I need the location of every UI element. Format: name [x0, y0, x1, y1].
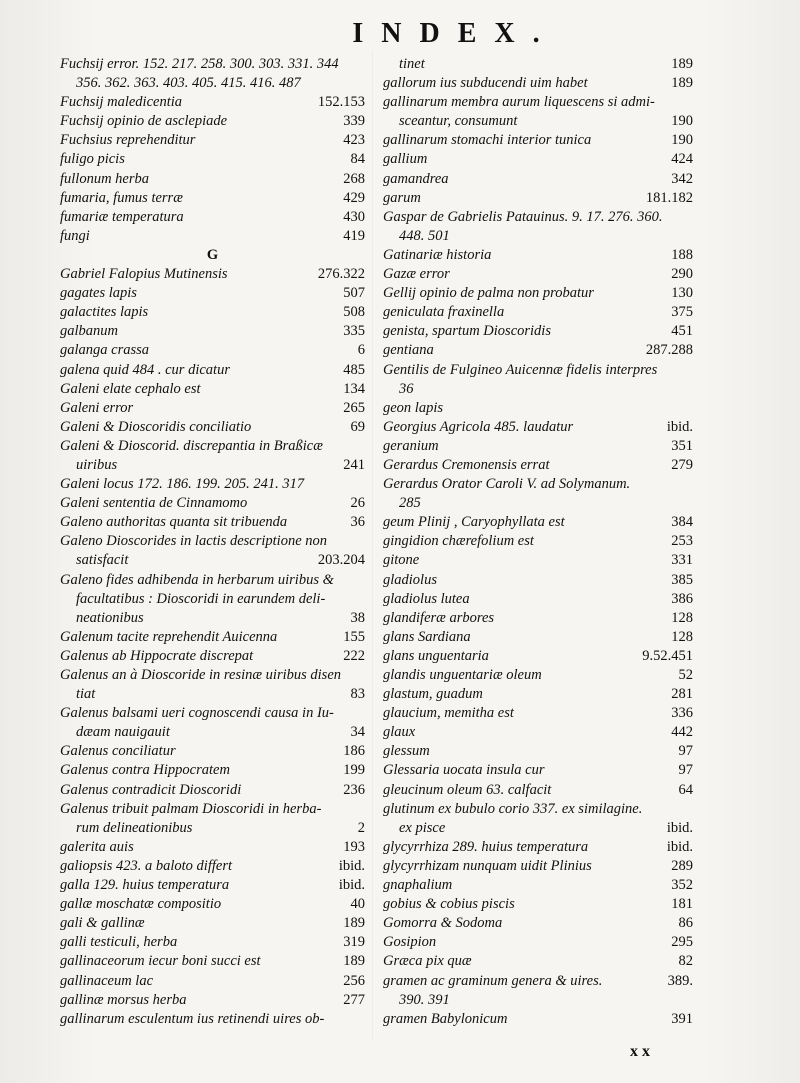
- index-entry: [383, 189, 693, 208]
- entry-text: tiat: [76, 686, 96, 703]
- entry-text: gallinarum esculentum ius retinendi uires ob-: [60, 1010, 325, 1027]
- index-entry: [60, 208, 365, 227]
- index-entry: [60, 972, 365, 991]
- index-entry: [60, 475, 365, 494]
- entry-text: 448. 501: [399, 227, 450, 244]
- entry-page-number: 69: [350, 418, 365, 435]
- index-entry: [383, 972, 693, 991]
- index-entry: [383, 150, 693, 169]
- index-entry: [383, 551, 693, 570]
- entry-page-number: 277: [343, 991, 365, 1008]
- entry-text: Galenus an à Dioscoride in resinæ uiribus disen: [60, 667, 342, 683]
- entry-page-number: 241: [343, 456, 365, 473]
- entry-page-number: ibid.: [666, 819, 693, 836]
- entry-text: gallæ moschatæ compositio: [60, 896, 222, 913]
- entry-page-number: 189: [343, 953, 365, 970]
- index-entry: [60, 819, 365, 838]
- index-entry: [383, 609, 693, 628]
- index-entry: [60, 723, 365, 742]
- index-entry: [383, 666, 693, 685]
- entry-text: gallinarum stomachi interior tunica: [383, 132, 592, 149]
- entry-page-number: 6: [357, 342, 365, 359]
- entry-page-number: 384: [671, 514, 693, 531]
- index-entry: [60, 571, 365, 590]
- entry-text: Gosipion: [383, 934, 437, 951]
- index-entry: [60, 914, 365, 933]
- entry-page-number: 155: [343, 628, 365, 645]
- entry-page-number: 34: [350, 724, 365, 741]
- entry-text: glastum, guadum: [383, 686, 483, 703]
- entry-text: galanga crassa: [60, 342, 150, 359]
- index-entry: [60, 341, 365, 360]
- entry-text: Galenus ab Hippocrate discrepat: [60, 647, 254, 664]
- entry-text: Gerardus Cremonensis errat: [383, 456, 550, 473]
- index-entry: [60, 800, 365, 819]
- entry-page-number: 181: [671, 896, 693, 913]
- index-entry: [60, 494, 365, 513]
- entry-text: gladiolus: [383, 571, 437, 588]
- entry-text: glycyrrhizam nunquam uidit Plinius: [383, 857, 592, 874]
- entry-page-number: ibid.: [338, 857, 365, 874]
- entry-page-number: 38: [350, 609, 365, 626]
- index-entry: [383, 857, 693, 876]
- entry-text: G: [206, 246, 219, 263]
- index-entry: [383, 991, 693, 1010]
- entry-text: gallinæ morsus herba: [60, 991, 187, 1008]
- index-entry: [60, 551, 365, 570]
- index-entry: [60, 933, 365, 952]
- index-entry: [60, 952, 365, 971]
- entry-text: gamandrea: [383, 170, 449, 187]
- index-entry: [383, 742, 693, 761]
- index-entry: [60, 991, 365, 1010]
- entry-text: galli testiculi, herba: [60, 934, 178, 951]
- index-entry: [383, 131, 693, 150]
- page-header: INDEX.: [352, 18, 558, 49]
- entry-page-number: 236: [343, 781, 365, 798]
- index-entry: [60, 265, 365, 284]
- entry-page-number: 342: [671, 170, 693, 187]
- entry-page-number: ibid.: [666, 418, 693, 435]
- entry-text: neationibus: [76, 609, 144, 626]
- entry-text: gallinaceorum iecur boni succi est: [60, 953, 261, 970]
- entry-text: galerita auis: [60, 838, 134, 855]
- entry-page-number: 152.153: [317, 94, 365, 111]
- entry-text: fullonum herba: [60, 170, 150, 187]
- entry-text: gagates lapis: [60, 285, 137, 302]
- entry-text: gitone: [383, 552, 420, 569]
- entry-text: galactites lapis: [60, 304, 149, 321]
- entry-text: fumariæ temperatura: [60, 208, 184, 225]
- entry-text: gentiana: [383, 342, 434, 359]
- entry-text: gladiolus lutea: [383, 590, 470, 607]
- index-entry: [60, 704, 365, 723]
- entry-text: glandis unguentariæ oleum: [383, 667, 542, 683]
- entry-page-number: 188: [671, 246, 693, 263]
- entry-page-number: 295: [671, 934, 693, 951]
- entry-text: gramen Babylonicum: [383, 1010, 508, 1027]
- entry-page-number: 222: [343, 647, 365, 664]
- index-entry: [60, 112, 365, 131]
- entry-text: Galeno fides adhibenda in herbarum uiribus &: [60, 571, 334, 588]
- index-entry: [60, 761, 365, 780]
- entry-page-number: 485: [343, 361, 365, 378]
- entry-text: Gentilis de Fulgineo Auicennæ fidelis interpres: [383, 361, 658, 378]
- entry-text: Galenum tacite reprehendit Auicenna: [60, 628, 278, 645]
- entry-text: ex pisce: [399, 819, 446, 836]
- entry-text: genista, spartum Dioscoridis: [383, 323, 551, 340]
- entry-page-number: 26: [350, 495, 365, 512]
- entry-text: facultatibus : Dioscoridi in earundem deli-: [76, 590, 326, 607]
- entry-page-number: ibid.: [338, 877, 365, 894]
- index-entry: [383, 590, 693, 609]
- entry-text: Galenus contra Hippocratem: [60, 762, 230, 779]
- entry-text: Galeni elate cephalo est: [60, 380, 201, 397]
- entry-text: geon lapis: [383, 399, 444, 416]
- entry-page-number: 352: [671, 877, 693, 894]
- entry-page-number: 389.: [667, 972, 693, 989]
- entry-text: galena quid 484 . cur dicatur: [60, 361, 230, 378]
- entry-text: Georgius Agricola 485. laudatur: [383, 418, 574, 435]
- entry-page-number: 279: [671, 456, 693, 473]
- entry-text: Fuchsius reprehenditur: [60, 132, 196, 149]
- entry-page-number: 97: [678, 762, 693, 779]
- entry-page-number: 190: [671, 132, 693, 149]
- entry-text: galbanum: [60, 323, 118, 340]
- index-entry: [383, 800, 693, 819]
- entry-text: Galenus conciliatur: [60, 743, 176, 760]
- entry-text: Galenus contradicit Dioscoridi: [60, 781, 242, 798]
- index-entry: [60, 647, 365, 666]
- index-entry: [60, 55, 365, 74]
- entry-text: Gaspar de Gabrielis Patauinus. 9. 17. 276. 360.: [383, 208, 663, 225]
- entry-text: geniculata fraxinella: [383, 304, 505, 321]
- index-entry: [60, 742, 365, 761]
- index-entry: [60, 150, 365, 169]
- index-entry: [60, 609, 365, 628]
- entry-text: Galeni & Dioscorid. discrepantia in Braßicæ: [60, 437, 323, 454]
- index-entry: [60, 781, 365, 800]
- entry-text: Gomorra & Sodoma: [383, 915, 503, 932]
- index-entry: [60, 399, 365, 418]
- entry-text: gallorum ius subducendi uim habet: [383, 75, 588, 92]
- index-entry: [383, 494, 693, 513]
- index-entry: [60, 227, 365, 246]
- index-entry: [383, 647, 693, 666]
- index-entry: [60, 666, 365, 685]
- entry-page-number: 128: [671, 628, 693, 645]
- entry-text: 390. 391: [399, 991, 450, 1008]
- entry-text: gingidion chærefolium est: [383, 533, 534, 550]
- entry-text: Galeni error: [60, 399, 134, 416]
- index-entry: [60, 170, 365, 189]
- entry-page-number: 386: [671, 590, 693, 607]
- entry-text: gramen ac graminum genera & uires.: [383, 972, 603, 989]
- entry-page-number: 130: [671, 285, 693, 302]
- entry-text: Galenus tribuit palmam Dioscoridi in herba-: [60, 800, 322, 817]
- entry-text: gobius & cobius piscis: [383, 896, 515, 913]
- entry-page-number: 423: [343, 132, 365, 149]
- entry-text: Gabriel Falopius Mutinensis: [60, 266, 228, 283]
- entry-text: fungi: [60, 227, 90, 244]
- entry-text: sceantur, consumunt: [399, 113, 518, 130]
- entry-page-number: 287.288: [645, 342, 693, 359]
- entry-text: Gazæ error: [383, 266, 450, 283]
- index-entry: [60, 628, 365, 647]
- entry-text: glans Sardiana: [383, 628, 471, 645]
- index-entry: [383, 876, 693, 895]
- entry-page-number: 189: [343, 915, 365, 932]
- entry-page-number: 128: [671, 609, 693, 626]
- entry-page-number: 319: [343, 934, 365, 951]
- entry-page-number: 193: [343, 838, 365, 855]
- entry-page-number: 52: [678, 667, 693, 683]
- entry-page-number: ibid.: [666, 838, 693, 855]
- entry-page-number: 507: [343, 285, 365, 302]
- entry-text: Fuchsij error. 152. 217. 258. 300. 303. 331. 344: [60, 56, 339, 72]
- entry-page-number: 419: [343, 227, 365, 244]
- entry-text: gali & gallinæ: [60, 915, 145, 932]
- entry-page-number: 64: [678, 781, 693, 798]
- entry-text: Galeni sententia de Cinnamomo: [60, 495, 248, 512]
- index-entry: [60, 303, 365, 322]
- entry-text: Gellij opinio de palma non probatur: [383, 285, 594, 302]
- entry-page-number: 276.322: [317, 266, 365, 283]
- index-entry: [383, 227, 693, 246]
- entry-page-number: 375: [671, 304, 693, 321]
- index-entry: [383, 933, 693, 952]
- index-entry: [383, 322, 693, 341]
- index-entry: [383, 418, 693, 437]
- entry-page-number: 189: [671, 75, 693, 92]
- entry-page-number: 442: [671, 724, 693, 741]
- entry-text: Galeno Dioscorides in lactis descriptione non: [60, 533, 328, 550]
- entry-page-number: 82: [678, 953, 693, 970]
- entry-text: fuligo picis: [60, 151, 125, 168]
- entry-text: gleucinum oleum 63. calfacit: [383, 781, 552, 798]
- entry-text: glandiferæ arbores: [383, 609, 495, 626]
- index-entry: [383, 361, 693, 380]
- entry-page-number: 83: [350, 686, 365, 703]
- index-entry: [60, 513, 365, 532]
- entry-text: gallinarum membra aurum liquescens si admi-: [383, 94, 655, 111]
- entry-page-number: 181.182: [645, 189, 693, 206]
- entry-text: glaux: [383, 724, 416, 741]
- index-entry: [383, 265, 693, 284]
- index-entry: [383, 1010, 693, 1029]
- entry-text: Galeno authoritas quanta sit tribuenda: [60, 514, 288, 531]
- index-entry: [383, 895, 693, 914]
- entry-page-number: 429: [343, 189, 365, 206]
- index-entry: [383, 208, 693, 227]
- index-entry: [60, 284, 365, 303]
- entry-text: glans unguentaria: [383, 647, 489, 664]
- index-entry: [383, 914, 693, 933]
- index-entry: [60, 1010, 365, 1029]
- index-entry: [60, 590, 365, 609]
- entry-page-number: 281: [671, 686, 693, 703]
- index-entry: [383, 628, 693, 647]
- index-entry: [383, 819, 693, 838]
- entry-page-number: 186: [343, 743, 365, 760]
- index-entry: [60, 857, 365, 876]
- index-entry: [383, 781, 693, 800]
- entry-text: glaucium, memitha est: [383, 705, 514, 722]
- index-entry: [383, 532, 693, 551]
- entry-page-number: 199: [343, 762, 365, 779]
- entry-page-number: 385: [671, 571, 693, 588]
- index-entry: [383, 475, 693, 494]
- index-entry: [60, 456, 365, 475]
- index-entry: [383, 93, 693, 112]
- index-entry: [60, 380, 365, 399]
- entry-text: Græca pix quæ: [383, 953, 472, 970]
- index-entry: [383, 952, 693, 971]
- entry-page-number: 40: [350, 896, 365, 913]
- right-column: [383, 55, 693, 1029]
- entry-page-number: 335: [343, 323, 365, 340]
- index-entry: [383, 303, 693, 322]
- index-entry: [383, 74, 693, 93]
- index-entry: [383, 838, 693, 857]
- entry-page-number: 290: [671, 266, 693, 283]
- entry-page-number: 134: [343, 380, 365, 397]
- entry-text: Glessaria uocata insula cur: [383, 762, 545, 779]
- entry-page-number: 256: [343, 972, 365, 989]
- entry-page-number: 331: [671, 552, 693, 569]
- entry-text: glycyrrhiza 289. huius temperatura: [383, 838, 589, 855]
- index-entry: [383, 704, 693, 723]
- entry-text: 36: [399, 380, 414, 397]
- index-entry: [60, 189, 365, 208]
- entry-text: satisfacit: [76, 552, 129, 569]
- entry-text: Galeni locus 172. 186. 199. 205. 241. 317: [60, 476, 305, 493]
- index-entry: [60, 895, 365, 914]
- index-entry: [60, 361, 365, 380]
- entry-text: Gerardus Orator Caroli V. ad Solymanum.: [383, 476, 631, 493]
- entry-text: 356. 362. 363. 403. 405. 415. 416. 487: [76, 75, 301, 92]
- entry-page-number: 391: [671, 1010, 693, 1027]
- index-entry: [383, 170, 693, 189]
- entry-page-number: 203.204: [317, 552, 365, 569]
- entry-page-number: 424: [671, 151, 693, 168]
- entry-text: 285: [399, 495, 421, 512]
- entry-page-number: 36: [350, 514, 365, 531]
- index-entry: [60, 838, 365, 857]
- index-entry: [60, 685, 365, 704]
- entry-text: geranium: [383, 437, 439, 454]
- entry-page-number: 97: [678, 743, 693, 760]
- gutter: [372, 50, 373, 1040]
- entry-text: gallinaceum lac: [60, 972, 154, 989]
- index-entry: [383, 246, 693, 265]
- entry-text: galla 129. huius temperatura: [60, 877, 230, 894]
- entry-text: tinet: [399, 56, 425, 72]
- index-entry: [383, 341, 693, 360]
- entry-page-number: 339: [343, 113, 365, 130]
- entry-text: garum: [383, 189, 421, 206]
- entry-text: Fuchsij opinio de asclepiade: [60, 113, 228, 130]
- entry-text: uiribus: [76, 456, 118, 473]
- index-entry: [383, 456, 693, 475]
- entry-page-number: 189: [671, 56, 693, 72]
- index-entry: [383, 513, 693, 532]
- entry-page-number: 2: [357, 819, 365, 836]
- index-entry: [60, 437, 365, 456]
- entry-text: dæam nauigauit: [76, 724, 170, 741]
- index-entry: [60, 532, 365, 551]
- entry-page-number: 508: [343, 304, 365, 321]
- index-entry: [60, 93, 365, 112]
- index-entry: [383, 55, 693, 74]
- entry-text: rum delineationibus: [76, 819, 193, 836]
- entry-text: Galenus balsami ueri cognoscendi causa in Iu-: [60, 705, 334, 722]
- entry-text: galiopsis 423. a baloto differt: [60, 857, 232, 874]
- entry-page-number: 190: [671, 113, 693, 130]
- entry-page-number: 289: [671, 857, 693, 874]
- signature-mark: x x: [630, 1043, 650, 1060]
- index-entry: [383, 685, 693, 704]
- index-entry: [60, 418, 365, 437]
- entry-text: gallium: [383, 151, 428, 168]
- entry-text: gnaphalium: [383, 877, 453, 894]
- entry-text: geum Plinij , Caryophyllata est: [383, 514, 565, 531]
- entry-page-number: 336: [671, 705, 693, 722]
- entry-text: glessum: [383, 743, 430, 760]
- entry-page-number: 265: [343, 399, 365, 416]
- entry-page-number: 351: [671, 437, 693, 454]
- index-entry: [383, 399, 693, 418]
- section-letter: [60, 246, 365, 265]
- index-entry: [383, 761, 693, 780]
- entry-text: glutinum ex bubulo corio 337. ex similagine.: [383, 800, 643, 817]
- entry-page-number: 451: [671, 323, 693, 340]
- index-entry: [383, 723, 693, 742]
- index-entry: [383, 571, 693, 590]
- entry-page-number: 84: [350, 151, 365, 168]
- left-column: [60, 55, 365, 1029]
- index-entry: [60, 876, 365, 895]
- entry-text: Fuchsij maledicentia: [60, 94, 183, 111]
- index-entry: [60, 322, 365, 341]
- index-entry: [383, 437, 693, 456]
- entry-page-number: 9.52.451: [642, 647, 693, 664]
- index-entry: [60, 74, 365, 93]
- entry-text: Galeni & Dioscoridis conciliatio: [60, 418, 252, 435]
- index-entry: [383, 112, 693, 131]
- entry-page-number: 268: [343, 170, 365, 187]
- entry-page-number: 86: [678, 915, 693, 932]
- entry-page-number: 430: [343, 208, 365, 225]
- index-entry: [60, 131, 365, 150]
- index-entry: [383, 284, 693, 303]
- index-entry: [383, 380, 693, 399]
- entry-text: fumaria, fumus terræ: [60, 189, 183, 206]
- entry-text: Gatinariæ historia: [383, 246, 492, 263]
- entry-page-number: 253: [671, 533, 693, 550]
